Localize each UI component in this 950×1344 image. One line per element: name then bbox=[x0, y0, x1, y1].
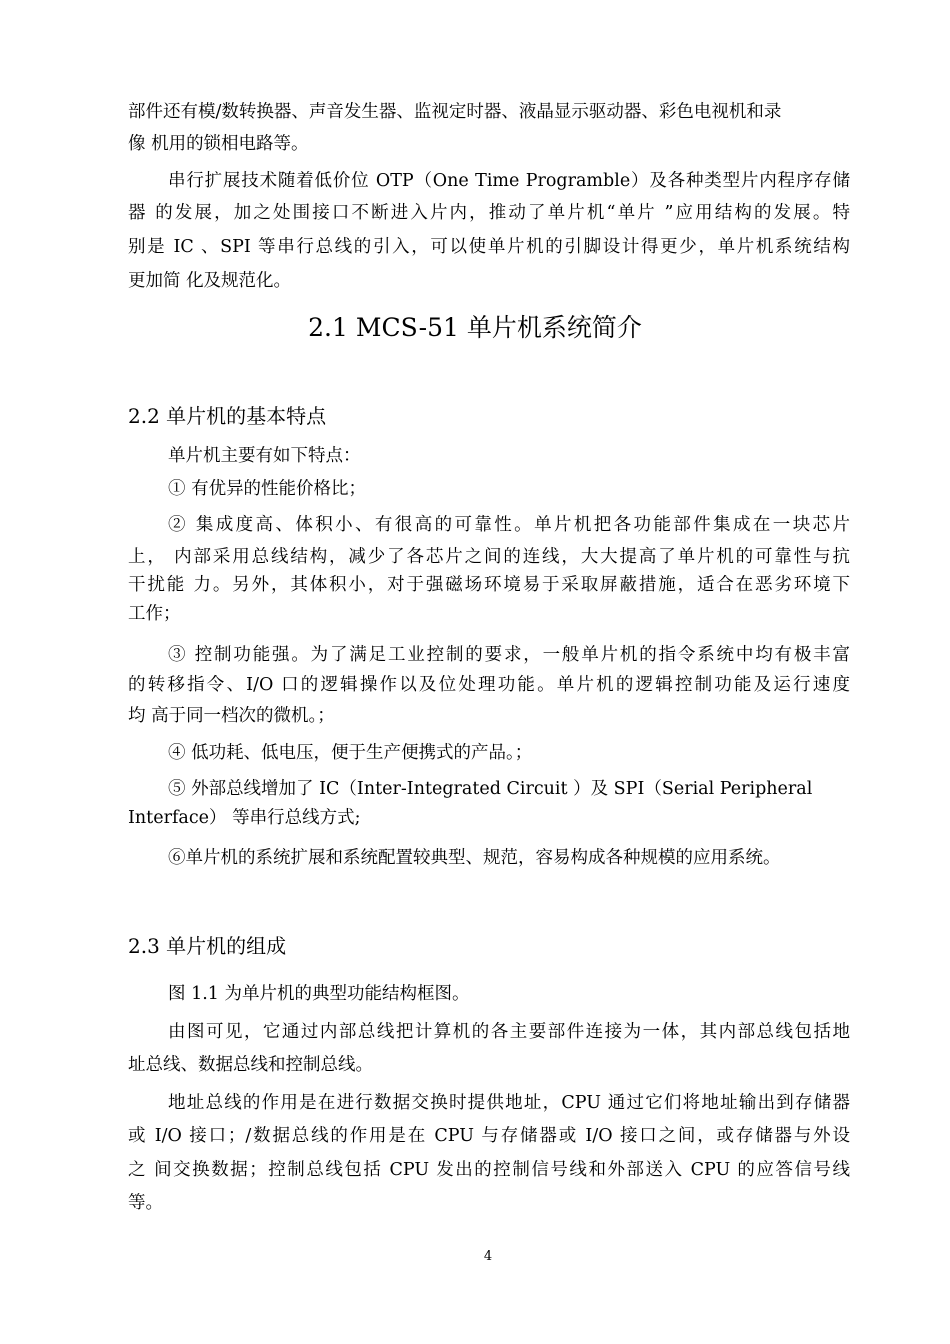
list-item: ① 有优异的性能价格比； bbox=[168, 479, 367, 499]
list-item-line: Interface） 等串行总线方式; bbox=[128, 808, 361, 828]
paragraph-line: 部件还有模/数转换器、声音发生器、监视定时器、液晶显示驱动器、彩色电视机和录 bbox=[128, 102, 782, 122]
list-item-line: 均 高于同一档次的微机。； bbox=[128, 706, 335, 726]
list-item: ② 集成度高、体积小、有很高的可靠性。单片机把各功能部件集成在一块芯片 bbox=[168, 515, 850, 535]
paragraph-line: 串行扩展技术随着低价位 OTP（One Time Programble）及各种类型片内程序存储 bbox=[168, 171, 850, 191]
page-number: 4 bbox=[483, 1249, 493, 1264]
paragraph-line: 像 机用的锁相电路等。 bbox=[128, 134, 309, 154]
list-item-line: 上， 内部采用总线结构，减少了各芯片之间的连线，大大提高了单片机的可靠性与抗 bbox=[128, 547, 850, 567]
paragraph-line: 图 1.1 为单片机的典型功能结构框图。 bbox=[168, 984, 470, 1004]
paragraph-line: 或 I/O 接口；/数据总线的作用是在 CPU 与存储器或 I/O 接口之间，或存储器与外设 bbox=[128, 1126, 850, 1146]
paragraph-line: 由图可见，它通过内部总线把计算机的各主要部件连接为一体，其内部总线包括地 bbox=[168, 1022, 850, 1042]
list-item: ④ 低功耗、低电压，便于生产便携式的产品。； bbox=[168, 743, 533, 763]
list-item: ⑤ 外部总线增加了 IC（Inter-Integrated Circuit ）及 SPI（Serial Peripheral bbox=[168, 779, 813, 799]
paragraph-line: 器 的发展，加之处围接口不断进入片内，推动了单片机“单片 ”应用结构的发展。特 bbox=[128, 203, 850, 223]
list-item-line: 的转移指令、I/O 口的逻辑操作以及位处理功能。单片机的逻辑控制功能及运行速度 bbox=[128, 675, 850, 695]
paragraph-line: 更加简 化及规范化。 bbox=[128, 271, 292, 291]
paragraph-line: 别是 IC 、SPI 等串行总线的引入，可以使单片机的引脚设计得更少，单片机系统结构 bbox=[128, 237, 850, 257]
paragraph-line: 地址总线的作用是在进行数据交换时提供地址，CPU 通过它们将地址输出到存储器 bbox=[168, 1093, 850, 1113]
section-heading-2-3: 2.3 单片机的组成 bbox=[128, 934, 287, 958]
paragraph-line: 等。 bbox=[128, 1193, 163, 1213]
list-item-line: 工作； bbox=[128, 604, 181, 624]
paragraph-line: 之 间交换数据；控制总线包括 CPU 发出的控制信号线和外部送入 CPU 的应答信号线 bbox=[128, 1160, 850, 1180]
paragraph-line: 址总线、数据总线和控制总线。 bbox=[128, 1055, 373, 1075]
list-item: ⑥单片机的系统扩展和系统配置较典型、规范，容易构成各种规模的应用系统。 bbox=[168, 848, 781, 868]
list-item: ③ 控制功能强。为了满足工业控制的要求，一般单片机的指令系统中均有极丰富 bbox=[168, 645, 850, 665]
section-heading-2-2: 2.2 单片机的基本特点 bbox=[128, 404, 327, 428]
section-heading-2-1: 2.1 MCS-51 单片机系统简介 bbox=[308, 313, 642, 342]
list-item-line: 干扰能 力。另外，其体积小，对于强磁场环境易于采取屏蔽措施，适合在恶劣环境下 bbox=[128, 575, 850, 595]
paragraph-line: 单片机主要有如下特点： bbox=[168, 446, 361, 466]
